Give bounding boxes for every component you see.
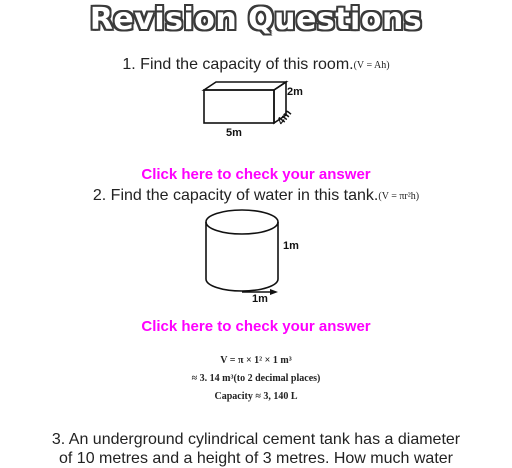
answer-line-3: Capacity ≈ 3, 140 L bbox=[214, 391, 298, 402]
water-tank-cylinder-diagram bbox=[200, 204, 290, 314]
question-2 bbox=[0, 187, 512, 205]
room-height-label: 2m bbox=[287, 86, 303, 98]
radius-arrowhead bbox=[270, 289, 278, 295]
cylinder-top-ellipse bbox=[206, 210, 278, 234]
check-answer-link-2[interactable]: Click here to check your answer bbox=[141, 318, 371, 335]
question-3-line-1: 3. An underground cylindrical cement tank has a diameter bbox=[51, 431, 461, 448]
cuboid-front-face bbox=[204, 90, 274, 123]
question-2-text: 2. Find the capacity of water in this tank. bbox=[92, 187, 379, 204]
answer-line-2: ≈ 3. 14 m³(to 2 decimal places) bbox=[191, 373, 321, 384]
room-width-label: 5m bbox=[226, 127, 242, 139]
answer-line-1: V = π × 1² × 1 m³ bbox=[220, 355, 292, 366]
room-depth-label: 4m bbox=[275, 107, 295, 128]
check-answer-link-1[interactable]: Click here to check your answer bbox=[141, 166, 371, 183]
question-1-text: 1. Find the capacity of this room. bbox=[122, 56, 354, 73]
question-1 bbox=[0, 56, 512, 74]
page-title: Revision Questions bbox=[89, 2, 423, 37]
tank-radius-label: 1m bbox=[252, 293, 268, 305]
cylinder-bottom-arc bbox=[206, 279, 278, 291]
cuboid-top-face bbox=[204, 82, 286, 90]
question-1-formula: (V = Ah) bbox=[353, 60, 390, 71]
question-3-line-2: of 10 metres and a height of 3 metres. How much water bbox=[59, 450, 453, 467]
question-2-formula: (V = πr²h) bbox=[378, 191, 420, 202]
tank-height-label: 1m bbox=[283, 240, 299, 252]
